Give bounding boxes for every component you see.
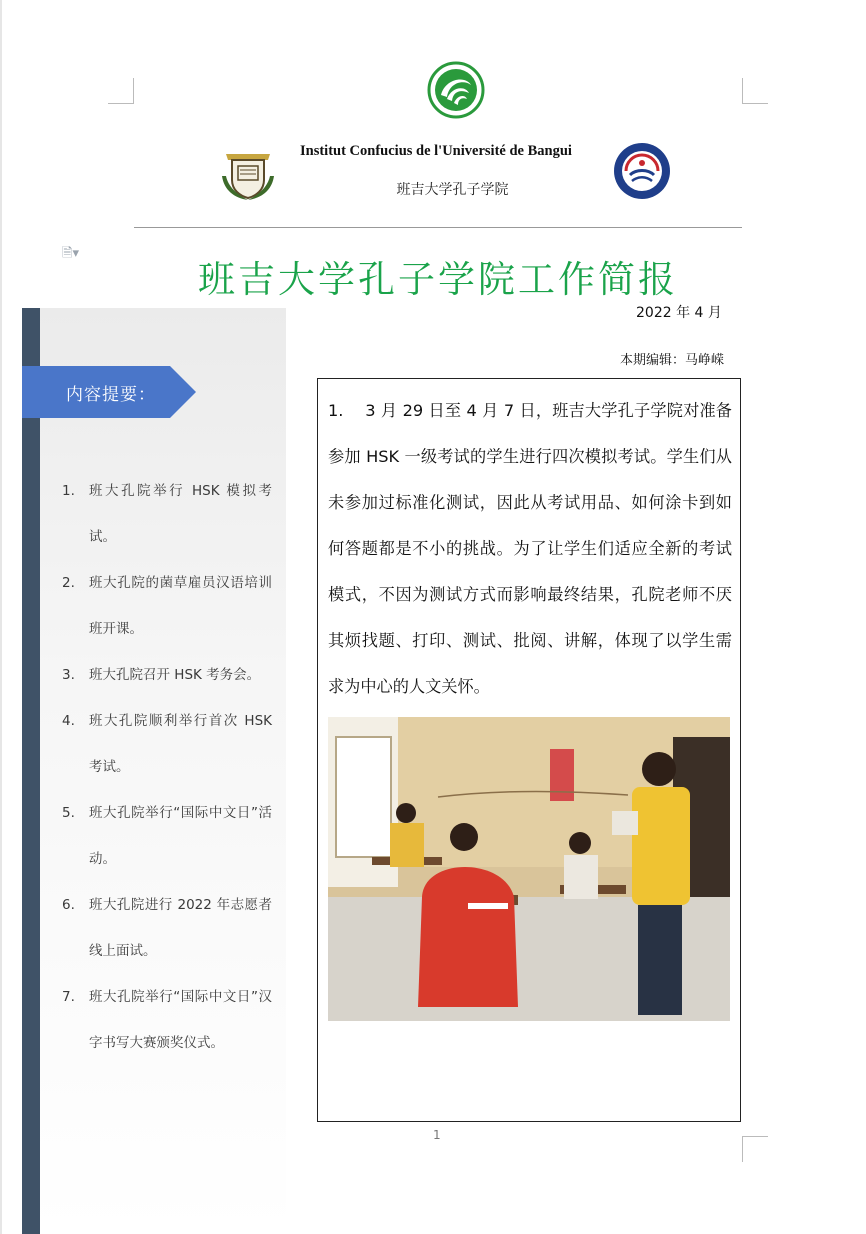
contents-label: 内容提要：	[66, 385, 156, 405]
contents-item: 3. 班大孔院召开 HSK 考务会。	[62, 667, 261, 683]
header-divider	[134, 227, 742, 228]
classroom-photo	[328, 717, 730, 1021]
crop-mark-top-left	[108, 78, 134, 104]
page-number: 1	[433, 1128, 441, 1142]
confucius-institute-logo	[427, 61, 485, 119]
sidebar-accent-bar	[22, 308, 40, 1234]
contents-item: 1. 班大孔院举行 HSK 模拟考试。	[62, 483, 272, 545]
contents-item: 6. 班大孔院进行 2022 年志愿者线上面试。	[62, 897, 272, 959]
bulletin-title: 班吉大学孔子学院工作简报	[198, 258, 678, 301]
institute-name-chinese: 班吉大学孔子学院	[396, 182, 509, 198]
contents-item: 7. 班大孔院举行“国际中文日”汉字书写大赛颁奖仪式。	[62, 989, 272, 1051]
page-edge	[0, 0, 2, 1234]
document-icon[interactable]: 🗎▾	[62, 246, 79, 261]
institute-name-french: Institut Confucius de l'Université de Bangui	[300, 143, 572, 159]
article-body: 1. 3 月 29 日至 4 月 7 日，班吉大学孔子学院对准备参加 HSK 一级考试的学生进行四次模拟考试。学生们从未参加过标准化测试，因此从考试用品、如何涂卡到如何答题都是不小的挑战。为了让学生们适应全新的考试模式，不因为测试方式而影响最终结果，孔院老师不厌其烦找题、打印、测试、批阅、讲解，体现了以学生需求为中心的人文关怀。	[328, 401, 732, 696]
contents-tab	[22, 366, 196, 418]
contents-list	[62, 468, 272, 1066]
contents-item: 5. 班大孔院举行“国际中文日”活动。	[62, 805, 272, 867]
bohai-university-logo	[612, 141, 672, 201]
issue-editor: 本期编辑：马峥嵘	[620, 353, 725, 368]
contents-item: 4. 班大孔院顺利举行首次 HSK 考试。	[62, 713, 272, 775]
contents-item: 2. 班大孔院的菌草雇员汉语培训班开课。	[62, 575, 272, 637]
university-bangui-crest	[218, 148, 278, 202]
crop-mark-bottom-right	[742, 1136, 768, 1162]
issue-date: 2022 年 4 月	[636, 305, 722, 321]
crop-mark-top-right	[742, 78, 768, 104]
